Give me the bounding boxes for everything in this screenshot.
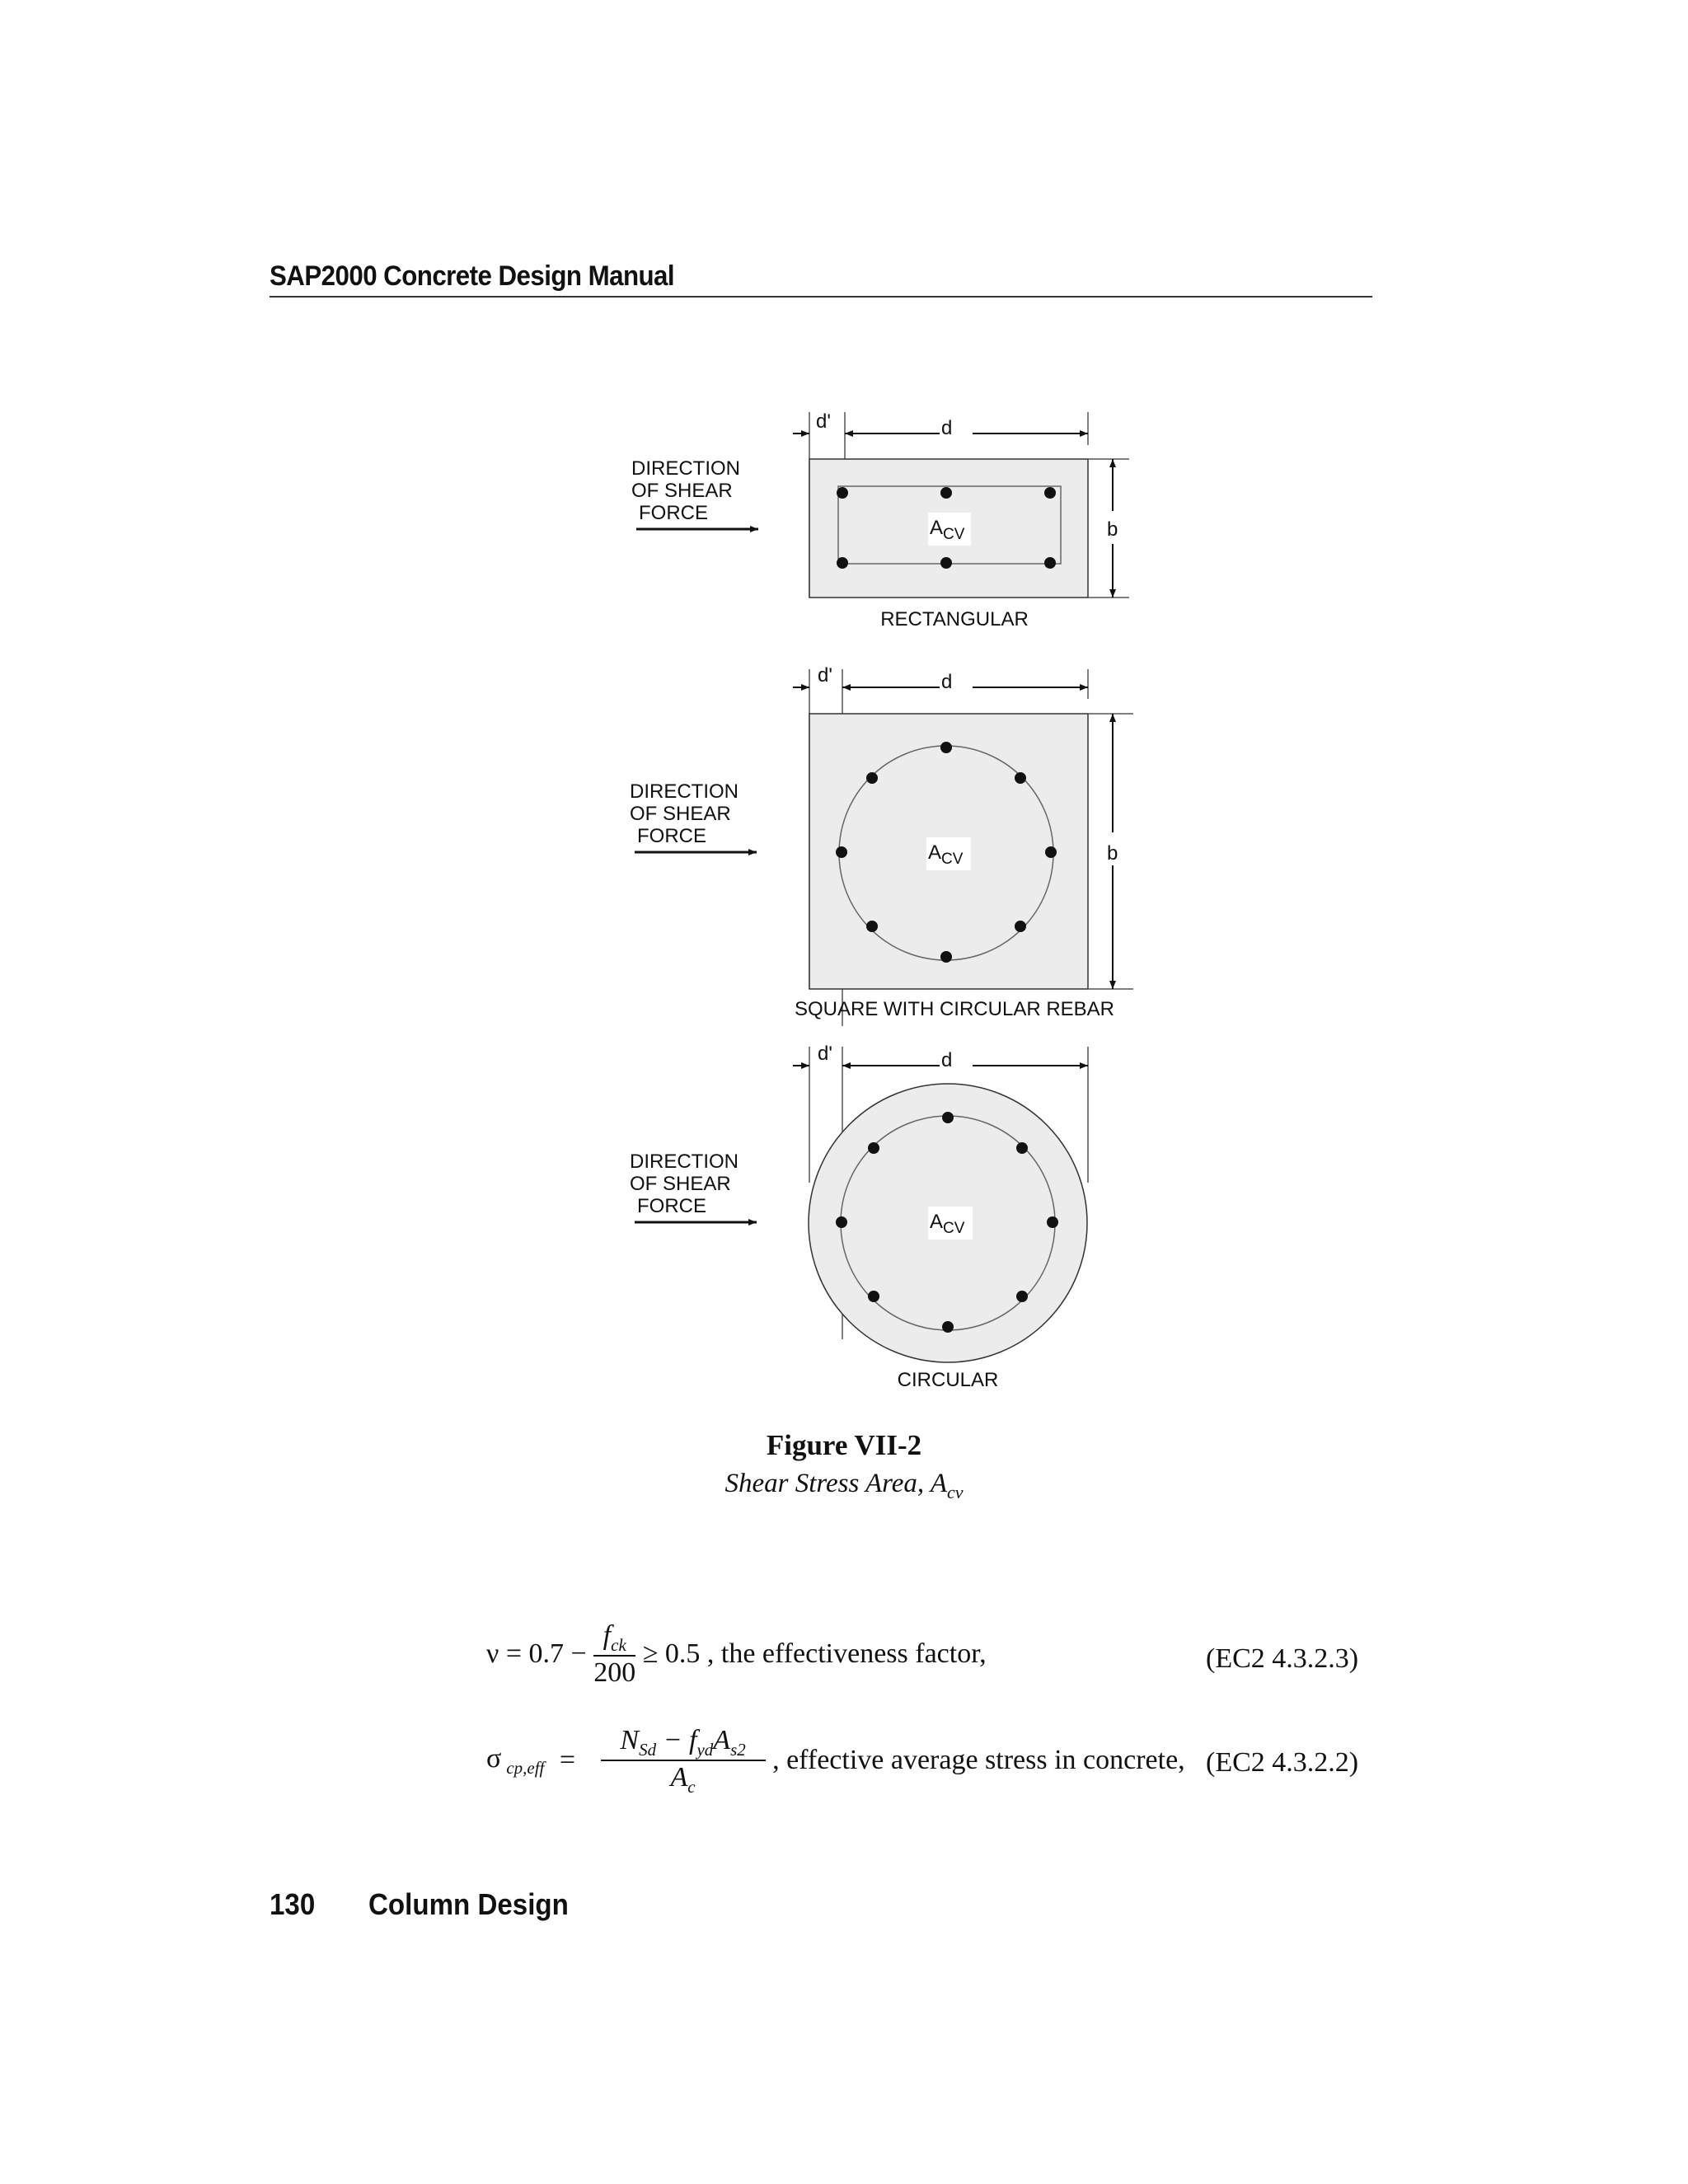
numerator-a-sub: s2	[730, 1740, 746, 1760]
rebar	[940, 557, 952, 569]
rebar	[866, 921, 878, 932]
rebar	[1047, 1216, 1058, 1228]
dprime-label: d'	[816, 410, 831, 433]
direction-label: DIRECTION	[630, 1151, 738, 1173]
rebar	[942, 1321, 954, 1333]
equation-effective-stress	[486, 1724, 1185, 1797]
b-label: b	[1107, 842, 1118, 865]
acv-label: $A_{CV}$	[930, 517, 965, 543]
rebar	[1016, 1291, 1028, 1302]
equation-fraction	[601, 1724, 766, 1797]
numerator-subscript: ck	[611, 1635, 626, 1655]
numerator-a: A	[713, 1725, 731, 1755]
rebar	[1016, 1142, 1028, 1154]
rebar	[866, 772, 878, 784]
fraction-numerator	[601, 1724, 766, 1761]
rebar	[940, 951, 952, 963]
figure-title	[0, 1469, 1688, 1503]
direction-label: FORCE	[639, 502, 708, 524]
fraction-denominator	[601, 1761, 766, 1797]
rebar	[837, 557, 848, 569]
d-label: d	[941, 1049, 953, 1071]
equation-fraction	[593, 1619, 635, 1689]
acv-label: $A_{CV}$	[930, 1211, 965, 1237]
rebar	[940, 487, 952, 499]
dprime-label: d'	[818, 1043, 832, 1065]
acv-label: $A_{CV}$	[928, 841, 964, 868]
direction-label: DIRECTION	[630, 780, 738, 803]
rebar	[1044, 487, 1056, 499]
d-label: d	[941, 671, 953, 693]
numerator-symbol: f	[603, 1620, 612, 1651]
direction-label: FORCE	[637, 825, 706, 847]
rebar	[1015, 772, 1026, 784]
equation-reference: (EC2 4.3.2.2)	[1206, 1747, 1359, 1778]
panel-rectangular	[631, 410, 1129, 630]
direction-label: OF SHEAR	[630, 1173, 731, 1195]
panel-circular	[630, 1043, 1088, 1391]
panel-caption: SQUARE WITH CIRCULAR REBAR	[794, 998, 1115, 1020]
d-label: d	[941, 417, 953, 439]
denominator-a: A	[670, 1762, 688, 1793]
equation-description: ≥ 0.5 , the effectiveness factor,	[642, 1638, 987, 1670]
figure-title-sub: cv	[946, 1482, 964, 1502]
direction-label: DIRECTION	[631, 457, 740, 480]
equation-description: , effective average stress in concrete,	[772, 1745, 1185, 1776]
sigma-symbol: σ	[486, 1742, 502, 1774]
rebar	[836, 846, 847, 858]
rebar	[940, 742, 952, 753]
rebar	[868, 1142, 879, 1154]
rebar	[1015, 921, 1026, 932]
equation-reference: (EC2 4.3.2.3)	[1206, 1643, 1359, 1674]
panel-caption: CIRCULAR	[897, 1369, 999, 1391]
page-number: 130	[270, 1887, 316, 1921]
b-label: b	[1107, 518, 1118, 541]
rebar	[836, 1216, 847, 1228]
footer-section-title: Column Design	[368, 1887, 569, 1921]
numerator-n: N	[620, 1725, 640, 1755]
figure-title-text: Shear Stress Area, A	[724, 1469, 947, 1498]
panel-square-circular-rebar	[630, 664, 1133, 1026]
dprime-label: d'	[818, 664, 832, 687]
rebar	[1045, 846, 1057, 858]
numerator-f-sub: yd	[696, 1740, 714, 1760]
rebar	[837, 487, 848, 499]
equation-effectiveness-factor	[486, 1619, 987, 1689]
direction-label: OF SHEAR	[631, 480, 733, 502]
fraction-denominator: 200	[593, 1657, 636, 1689]
direction-label: OF SHEAR	[630, 803, 731, 825]
numerator-n-sub: Sd	[639, 1740, 657, 1760]
rebar	[1044, 557, 1056, 569]
direction-label: FORCE	[637, 1195, 706, 1217]
sigma-subscript: cp,eff	[506, 1757, 545, 1778]
running-header: SAP2000 Concrete Design Manual	[270, 260, 675, 292]
equation-lhs	[486, 1742, 545, 1778]
rebar	[942, 1112, 954, 1123]
equals-sign: =	[559, 1745, 576, 1776]
fraction-numerator	[593, 1619, 635, 1657]
figure-number: Figure VII-2	[766, 1429, 922, 1461]
numerator-f: − f	[656, 1725, 697, 1755]
denominator-sub: c	[687, 1777, 696, 1797]
panel-caption: RECTANGULAR	[880, 608, 1029, 630]
equation-lhs: ν = 0.7 −	[486, 1638, 587, 1670]
rebar	[868, 1291, 879, 1302]
